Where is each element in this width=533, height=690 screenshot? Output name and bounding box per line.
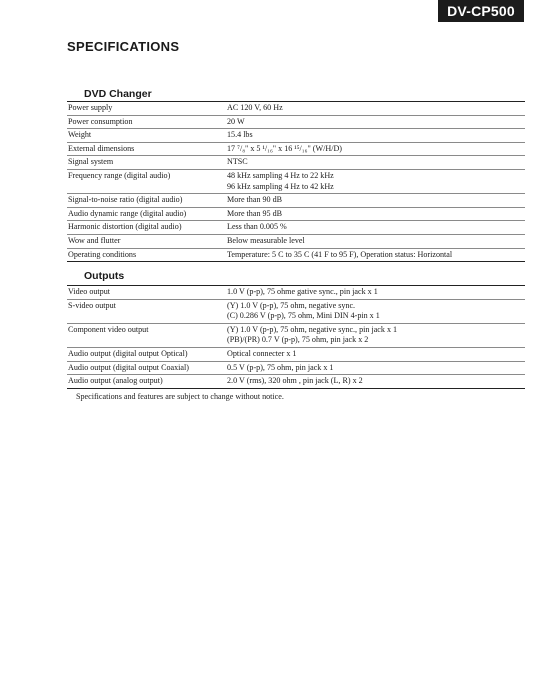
spec-value-line: (C) 0.286 V (p-p), 75 ohm, Mini DIN 4-pin x 1 [227, 311, 380, 321]
table-row [67, 142, 525, 156]
spec-label: Operating conditions [67, 248, 226, 262]
table-row [67, 323, 525, 347]
model-name: DV-CP500 [447, 3, 515, 19]
table-row [67, 102, 525, 116]
spec-label: Signal-to-noise ratio (digital audio) [67, 194, 226, 208]
table-row [67, 169, 525, 193]
spec-value-line: Optical connecter x 1 [227, 348, 297, 358]
spec-value-line: 15.4 lbs [227, 130, 253, 140]
table-row [67, 286, 525, 300]
table-row [67, 207, 525, 221]
spec-value [226, 323, 525, 347]
spec-value [226, 375, 525, 389]
table-row [67, 156, 525, 170]
table-row [67, 248, 525, 262]
spec-value [226, 142, 525, 156]
spec-value-line: More than 95 dB [227, 208, 283, 218]
spec-value-line: More than 90 dB [227, 195, 283, 205]
dvd-changer-table [67, 101, 525, 262]
footnote: Specifications and features are subject to change without notice. [76, 392, 284, 401]
outputs-heading: Outputs [84, 270, 125, 282]
spec-value [226, 286, 525, 300]
spec-value [226, 207, 525, 221]
spec-value [226, 102, 525, 116]
spec-value [226, 234, 525, 248]
spec-value-line: 1.0 V (p-p), 75 ohme gative sync., pin jack x 1 [227, 287, 378, 296]
table-row [67, 221, 525, 235]
spec-value-line: (Y) 1.0 V (p-p), 75 ohm, negative sync., pin jack x 1 [227, 324, 398, 334]
spec-value-line: 96 kHz sampling 4 Hz to 42 kHz [227, 181, 334, 191]
outputs-table-body [67, 286, 525, 389]
spec-value-line: AC 120 V, 60 Hz [227, 103, 283, 112]
spec-value [226, 248, 525, 262]
spec-label: Signal system [67, 156, 226, 170]
spec-value [226, 156, 525, 170]
spec-value-line: NTSC [227, 157, 248, 167]
spec-value-line: 0.5 V (p-p), 75 ohm, pin jack x 1 [227, 362, 334, 372]
spec-value [226, 115, 525, 129]
spec-value-line: 2.0 V (rms), 320 ohm , pin jack (L, R) x 2 [227, 376, 363, 386]
spec-label: Component video output [67, 323, 226, 347]
spec-value-line: (PB)/(PR) 0.7 V (p-p), 75 ohm, pin jack x 2 [227, 335, 369, 345]
spec-value-line: 20 W [227, 116, 245, 126]
table-row [67, 361, 525, 375]
table-row [67, 299, 525, 323]
spec-value [226, 361, 525, 375]
spec-value-line: 17 ⁷/₈" x 5 ¹/₁₆" x 16 ¹⁵/₁₆" (W/H/D) [227, 143, 342, 153]
spec-label: Audio output (analog output) [67, 375, 226, 389]
table-row [67, 347, 525, 361]
spec-label: S-video output [67, 299, 226, 323]
model-tab [438, 0, 524, 22]
spec-label: External dimensions [67, 142, 226, 156]
outputs-table [67, 285, 525, 389]
spec-label: Audio dynamic range (digital audio) [67, 207, 226, 221]
spec-value-line: Temperature: 5 C to 35 C (41 F to 95 F), Operation status: Horizontal [227, 249, 453, 259]
spec-label: Audio output (digital output Coaxial) [67, 361, 226, 375]
spec-label: Frequency range (digital audio) [67, 169, 226, 193]
dvd-changer-heading: DVD Changer [84, 88, 152, 100]
spec-label: Weight [67, 129, 226, 143]
table-row [67, 194, 525, 208]
spec-label: Power supply [67, 102, 226, 116]
table-row [67, 234, 525, 248]
table-row [67, 129, 525, 143]
spec-value-line: (Y) 1.0 V (p-p), 75 ohm, negative sync. [227, 300, 356, 310]
spec-value [226, 221, 525, 235]
spec-label: Audio output (digital output Optical) [67, 347, 226, 361]
spec-label: Video output [67, 286, 226, 300]
spec-value-line: Less than 0.005 % [227, 222, 287, 232]
spec-value [226, 169, 525, 193]
spec-label: Harmonic distortion (digital audio) [67, 221, 226, 235]
table-row [67, 115, 525, 129]
spec-value [226, 129, 525, 143]
spec-value [226, 194, 525, 208]
spec-label: Wow and flutter [67, 234, 226, 248]
spec-value [226, 299, 525, 323]
spec-label: Power consumption [67, 115, 226, 129]
spec-value-line: Below measurable level [227, 235, 305, 245]
spec-value-line: 48 kHz sampling 4 Hz to 22 kHz [227, 170, 334, 180]
spec-value [226, 347, 525, 361]
dvd-changer-table-body [67, 102, 525, 262]
table-row [67, 375, 525, 389]
page-title: SPECIFICATIONS [67, 39, 180, 54]
